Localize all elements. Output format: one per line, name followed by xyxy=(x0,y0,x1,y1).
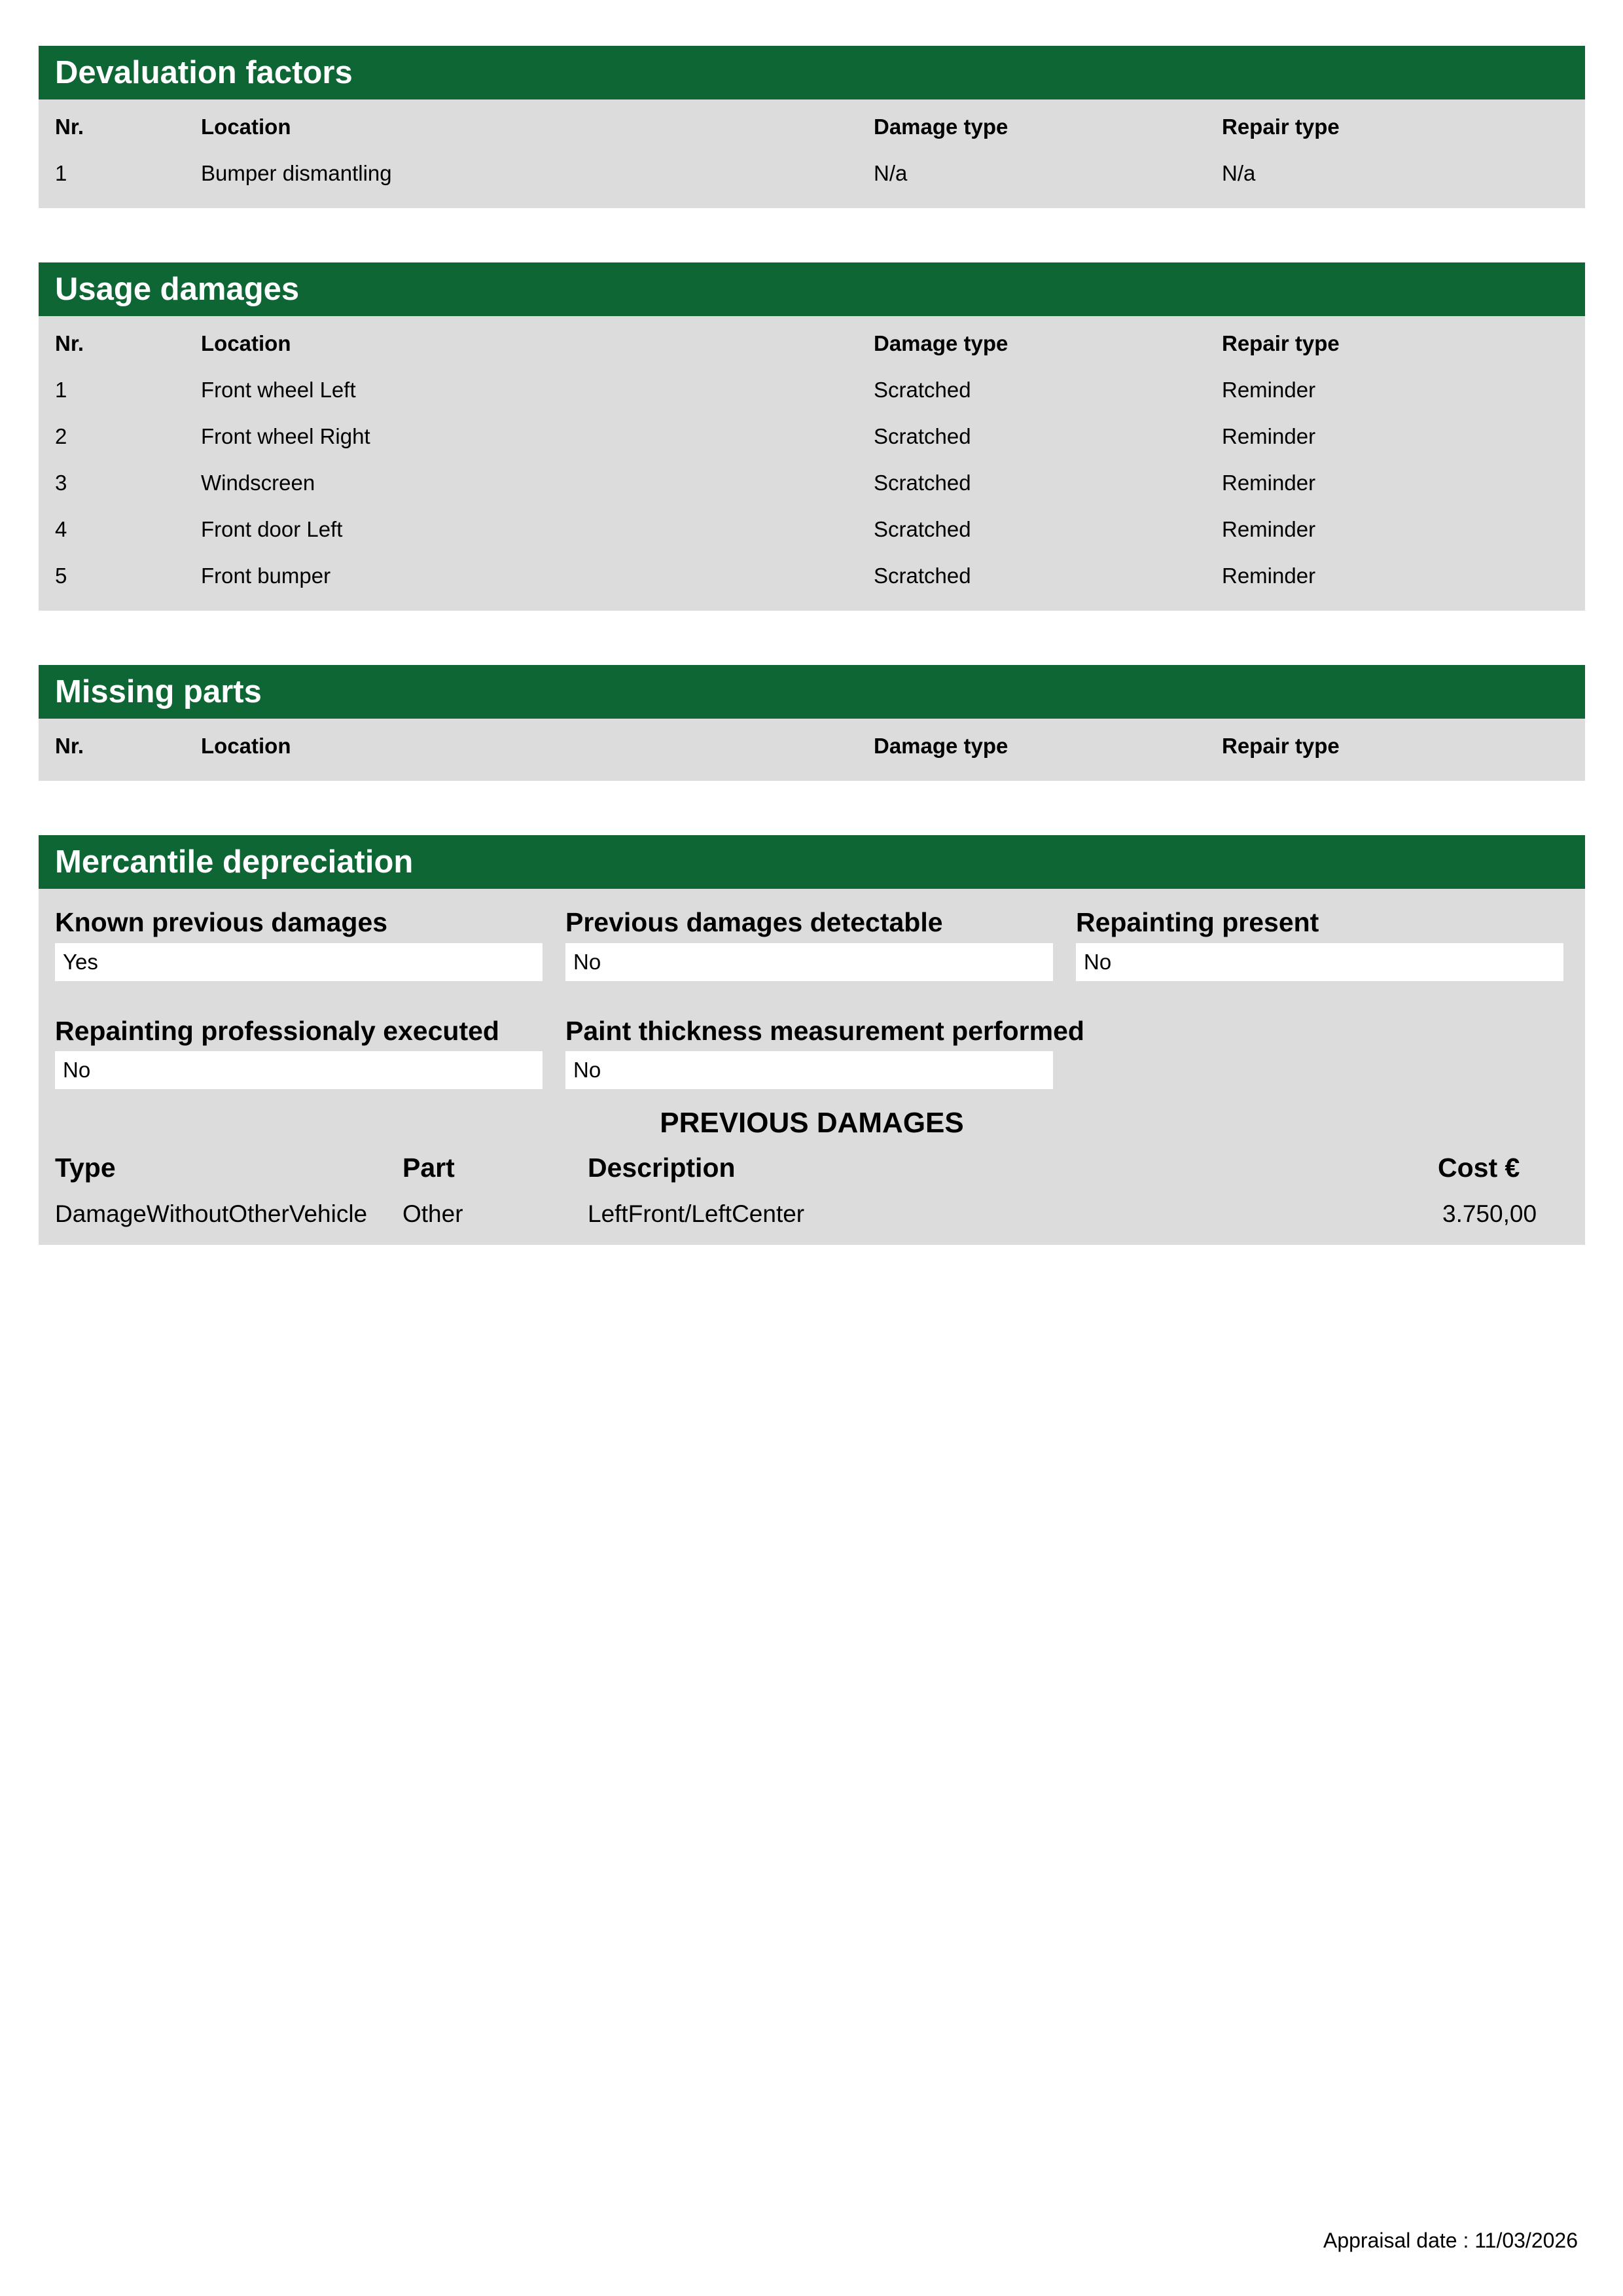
header-location: Location xyxy=(201,331,291,355)
devaluation-factors-section xyxy=(39,46,1585,208)
repainting-present-label: Repainting present xyxy=(1076,907,1319,937)
paint-thickness-measurement-label: Paint thickness measurement performed xyxy=(565,1016,1084,1046)
paint-thickness-measurement-value: No xyxy=(565,1051,1053,1089)
cell-description: LeftFront/LeftCenter xyxy=(588,1200,805,1227)
header-description: Description xyxy=(588,1153,736,1183)
cell-nr: 3 xyxy=(55,471,67,495)
appraisal-date-label: Appraisal date : xyxy=(1323,2229,1475,2252)
cell-nr: 2 xyxy=(55,424,67,448)
header-damage-type: Damage type xyxy=(874,734,1008,758)
table-header-row xyxy=(39,103,1585,150)
repainting-professionally-executed-label: Repainting professionaly executed xyxy=(55,1016,499,1046)
header-repair-type: Repair type xyxy=(1222,331,1340,355)
table-row xyxy=(39,150,1585,196)
header-repair-type: Repair type xyxy=(1222,734,1340,758)
table-row xyxy=(39,367,1585,413)
cell-damage-type: Scratched xyxy=(874,424,971,448)
cell-location: Front bumper xyxy=(201,564,331,588)
section-title: Mercantile depreciation xyxy=(39,835,1585,889)
cell-location: Front door Left xyxy=(201,517,343,541)
table-row xyxy=(39,552,1585,599)
cell-nr: 5 xyxy=(55,564,67,588)
cell-location: Bumper dismantling xyxy=(201,161,392,185)
cell-damage-type: Scratched xyxy=(874,564,971,588)
known-previous-damages-value: Yes xyxy=(55,943,543,981)
cell-damage-type: Scratched xyxy=(874,471,971,495)
table-row xyxy=(39,413,1585,459)
header-location: Location xyxy=(201,734,291,758)
cell-repair-type: Reminder xyxy=(1222,378,1316,402)
cell-damage-type: N/a xyxy=(874,161,908,185)
cell-repair-type: Reminder xyxy=(1222,517,1316,541)
header-damage-type: Damage type xyxy=(874,115,1008,139)
table-row xyxy=(39,506,1585,552)
header-repair-type: Repair type xyxy=(1222,115,1340,139)
previous-damages-title: PREVIOUS DAMAGES xyxy=(660,1107,964,1139)
header-cost: Cost € xyxy=(1438,1153,1520,1183)
cell-damage-type: Scratched xyxy=(874,378,971,402)
cell-part: Other xyxy=(402,1200,463,1227)
header-part: Part xyxy=(402,1153,455,1183)
previous-damages-detectable-value: No xyxy=(565,943,1053,981)
table-header-row xyxy=(39,723,1585,769)
cell-damage-type: Scratched xyxy=(874,517,971,541)
cell-nr: 4 xyxy=(55,517,67,541)
appraisal-date-value: 11/03/2026 xyxy=(1474,2229,1578,2252)
header-nr: Nr. xyxy=(55,115,84,139)
section-title: Usage damages xyxy=(39,262,1585,316)
header-damage-type: Damage type xyxy=(874,331,1008,355)
cell-nr: 1 xyxy=(55,161,67,185)
missing-parts-section xyxy=(39,665,1585,781)
cell-repair-type: N/a xyxy=(1222,161,1256,185)
cell-nr: 1 xyxy=(55,378,67,402)
appraisal-date xyxy=(1323,2229,1578,2253)
table-header-row xyxy=(39,320,1585,367)
header-nr: Nr. xyxy=(55,734,84,758)
repainting-present-value: No xyxy=(1076,943,1563,981)
header-type: Type xyxy=(55,1153,116,1183)
cell-repair-type: Reminder xyxy=(1222,471,1316,495)
header-nr: Nr. xyxy=(55,331,84,355)
section-title: Missing parts xyxy=(39,665,1585,719)
cell-repair-type: Reminder xyxy=(1222,424,1316,448)
table-row xyxy=(39,459,1585,506)
repainting-professionally-executed-value: No xyxy=(55,1051,543,1089)
cell-location: Front wheel Right xyxy=(201,424,370,448)
mercantile-depreciation-section xyxy=(39,835,1585,1245)
cell-location: Front wheel Left xyxy=(201,378,356,402)
previous-damages-detectable-label: Previous damages detectable xyxy=(565,907,943,937)
cell-repair-type: Reminder xyxy=(1222,564,1316,588)
header-location: Location xyxy=(201,115,291,139)
known-previous-damages-label: Known previous damages xyxy=(55,907,388,937)
cell-type: DamageWithoutOtherVehicle xyxy=(55,1200,368,1227)
cell-location: Windscreen xyxy=(201,471,315,495)
section-title: Devaluation factors xyxy=(39,46,1585,99)
usage-damages-section xyxy=(39,262,1585,611)
cell-cost: 3.750,00 xyxy=(1442,1200,1537,1227)
